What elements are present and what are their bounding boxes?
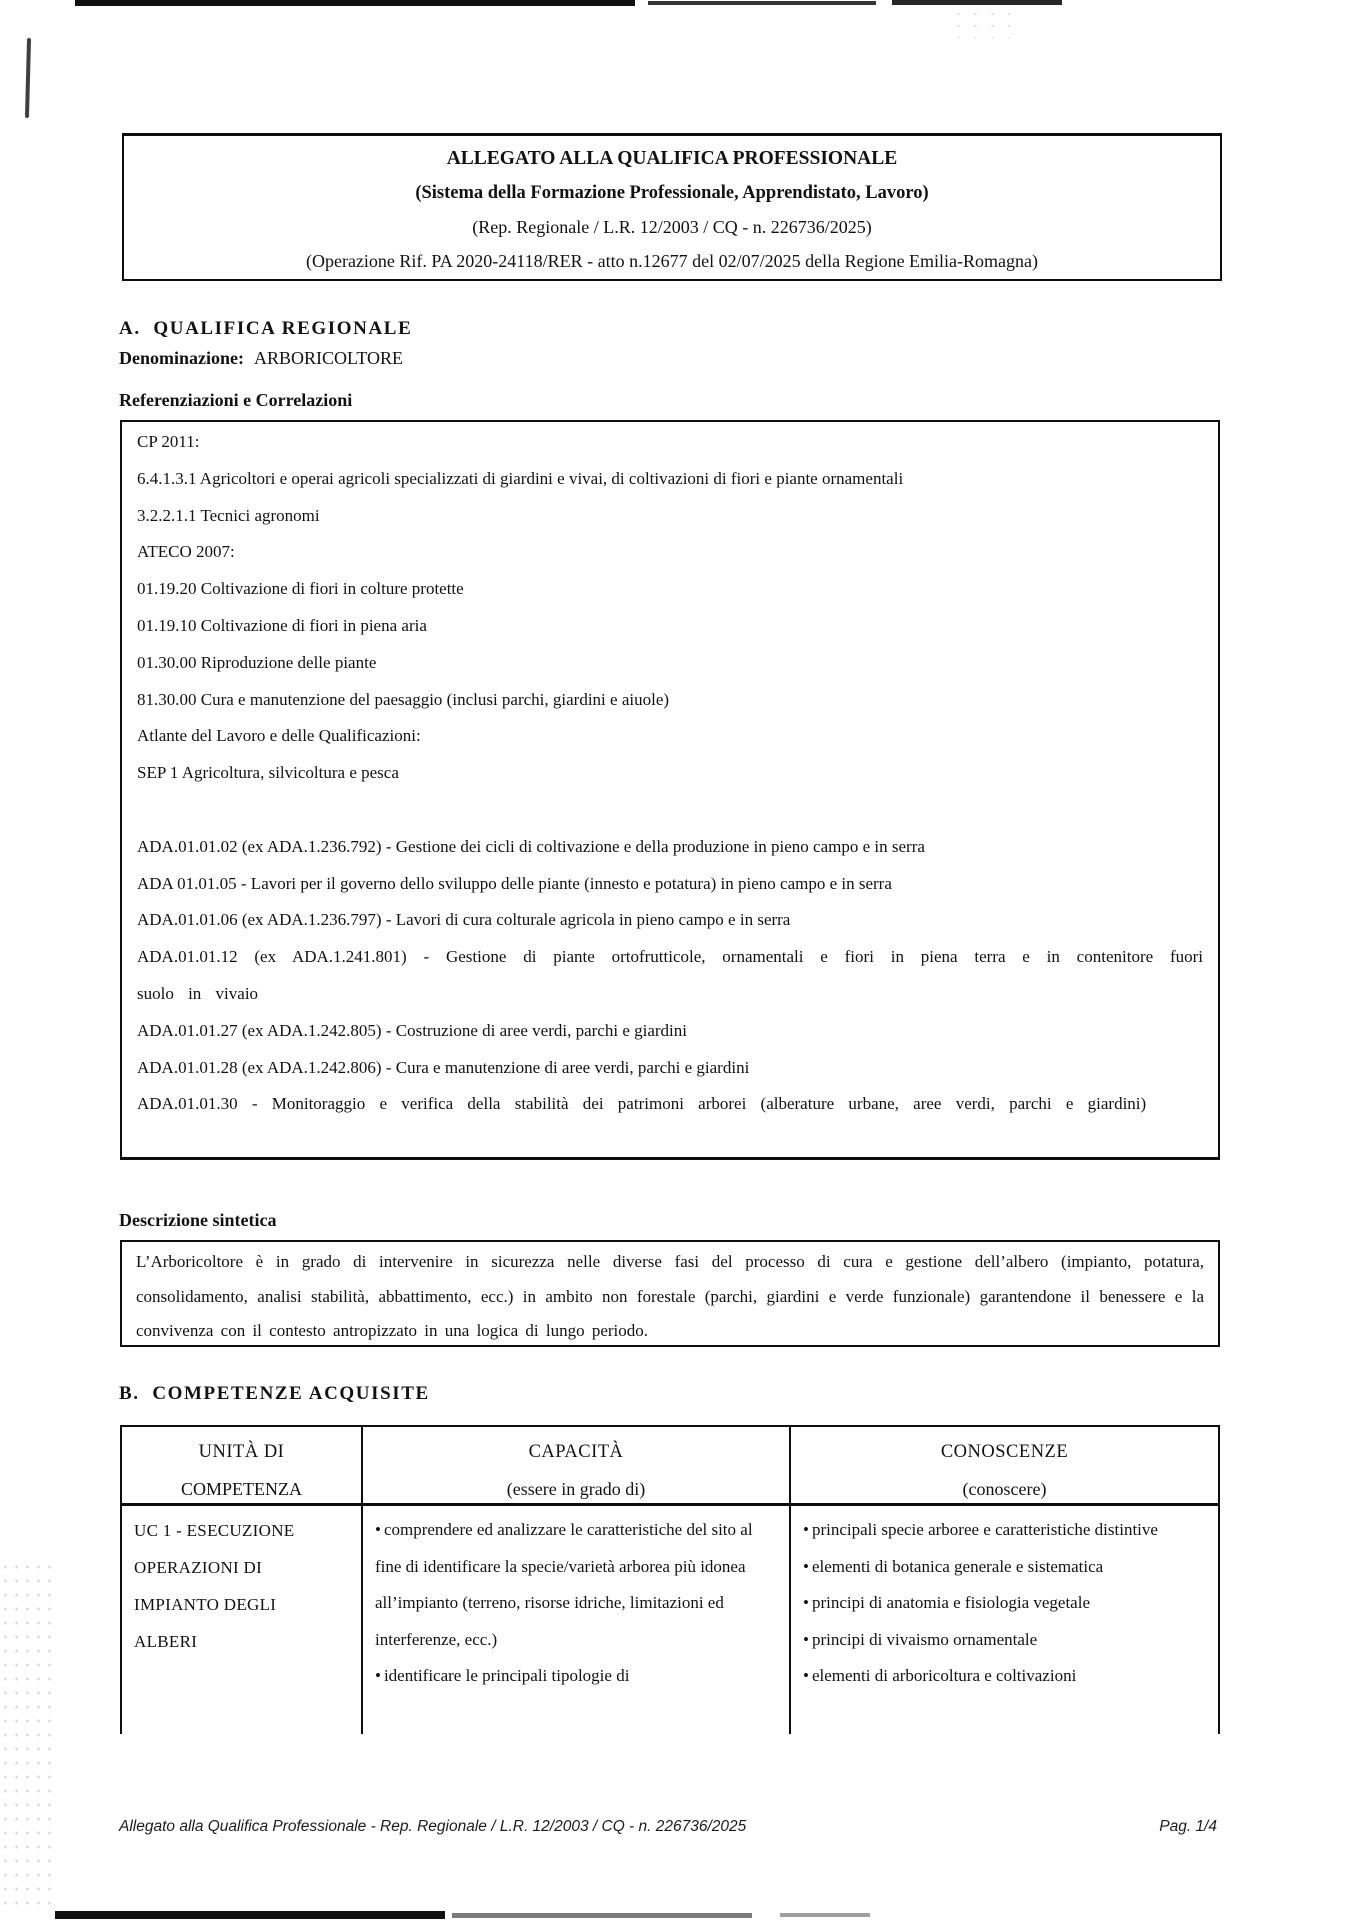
document-title-box <box>122 133 1222 281</box>
descrizione-box <box>120 1240 1220 1347</box>
table-row <box>122 1506 1218 1734</box>
reference-line: 81.30.00 Cura e manutenzione del paesaggio (inclusi parchi, giardini e aiuole) <box>137 689 670 709</box>
section-b-heading: B. COMPETENZE ACQUISITE <box>119 1383 430 1404</box>
scan-artifact-speckles <box>950 8 1010 38</box>
descrizione-heading: Descrizione sintetica <box>119 1210 277 1230</box>
reference-line: Atlante del Lavoro e delle Qualificazioni: <box>137 726 421 746</box>
referenziazioni-box <box>120 420 1220 1160</box>
column-subtitle: COMPETENZA <box>181 1479 302 1499</box>
scan-artifact-top-line <box>892 0 1062 5</box>
scan-artifact-top-line <box>75 0 635 6</box>
conoscenze-item: • principali specie arboree e caratteristiche distintive <box>803 1512 1206 1549</box>
denominazione-value: ARBORICOLTORE <box>254 348 404 368</box>
table-header-row <box>122 1427 1218 1506</box>
reference-line: SEP 1 Agricoltura, silvicoltura e pesca <box>137 763 399 783</box>
column-title: CONOSCENZE <box>940 1442 1069 1462</box>
reference-line: ADA 01.01.05 - Lavori per il governo dello sviluppo delle piante (innesto e potatura) in pieno campo e in serra <box>137 873 892 893</box>
descrizione-text: L’Arboricoltore è in grado di intervenire in sicurezza nelle diverse fasi del processo di cura e gestione dell’albero (impianto, potatura, consolidamento, analisi stabilità, abbattimento, ecc.) in ambito non forestale (parchi, giardini e verde funzionale) garantendone il benessere e la convivenza con il contesto antropizzato in una logica di lungo periodo. <box>136 1252 1204 1340</box>
unita-line: OPERAZIONI DI <box>134 1558 263 1577</box>
scan-artifact-bottom-bar <box>452 1913 752 1918</box>
capacita-item: • identificare le principali tipologie di <box>375 1658 777 1695</box>
reference-line: ADA.01.01.12 (ex ADA.1.241.801) - Gestione di piante ortofrutticole, ornamentali e fiori in piena terra e in contenitore fuori suolo in vivaio <box>137 947 1203 1003</box>
document-title: ALLEGATO ALLA QUALIFICA PROFESSIONALE <box>446 148 898 169</box>
unita-line: IMPIANTO DEGLI <box>134 1595 277 1614</box>
conoscenze-item: • principi di anatomia e fisiologia vegetale <box>803 1585 1206 1622</box>
column-subtitle: (essere in grado di) <box>506 1479 646 1499</box>
unita-line: UC 1 - ESECUZIONE <box>134 1521 295 1540</box>
reference-line: ADA.01.01.30 - Monitoraggio e verifica della stabilità dei patrimoni arborei (alberature urbane, aree verdi, parchi e giardini) <box>137 1094 1147 1114</box>
reference-line: ADA.01.01.02 (ex ADA.1.236.792) - Gestione dei cicli di coltivazione e della produzione in pieno campo e in serra <box>137 836 925 856</box>
capacita-item: • comprendere ed analizzare le caratteristiche del sito al fine di identificare la specie/varietà arborea più idonea all’impianto (terreno, risorse idriche, limitazioni ed interferenze, ecc.) <box>375 1512 777 1658</box>
reference-line: 01.19.20 Coltivazione di fiori in colture protette <box>137 579 464 599</box>
document-subtitle: (Sistema della Formazione Professionale, Apprendistato, Lavoro) <box>415 183 929 203</box>
reference-line: CP 2011: <box>137 432 200 451</box>
referenziazioni-heading: Referenziazioni e Correlazioni <box>119 390 353 410</box>
column-subtitle: (conoscere) <box>962 1479 1047 1499</box>
column-header-unita <box>122 1427 363 1503</box>
conoscenze-item: • principi di vivaismo ornamentale <box>803 1622 1206 1659</box>
reference-line: ADA.01.01.28 (ex ADA.1.242.806) - Cura e manutenzione di aree verdi, parchi e giardini <box>137 1057 750 1077</box>
reference-line: 01.30.00 Riproduzione delle piante <box>137 652 377 672</box>
cell-capacita <box>363 1506 791 1734</box>
operazione-reference: (Operazione Rif. PA 2020-24118/RER - atto n.12677 del 02/07/2025 della Regione Emilia-Romagna) <box>305 251 1039 271</box>
scan-artifact-speckles <box>0 1560 58 1912</box>
footer-reference: Allegato alla Qualifica Professionale - Rep. Regionale / L.R. 12/2003 / CQ - n. 226736/2025 <box>119 1818 747 1835</box>
scan-artifact-top-line <box>648 1 876 5</box>
scan-artifact-bottom-bar <box>780 1913 870 1917</box>
column-title: UNITÀ DI <box>198 1442 285 1462</box>
cell-unita-competenza <box>122 1506 363 1734</box>
section-a-heading: A. QUALIFICA REGIONALE <box>119 318 413 339</box>
reference-line: 01.19.10 Coltivazione di fiori in piena aria <box>137 615 427 635</box>
column-title: CAPACITÀ <box>528 1442 624 1462</box>
denominazione-label: Denominazione: <box>119 348 244 368</box>
page-number: Pag. 1/4 <box>1159 1818 1217 1835</box>
column-header-capacita <box>363 1427 791 1503</box>
scan-artifact-left-mark <box>25 38 31 118</box>
competenze-table <box>120 1425 1220 1734</box>
reference-line: 6.4.1.3.1 Agricoltori e operai agricoli specializzati di giardini e vivai, di coltivazioni di fiori e piante ornamentali <box>137 468 904 488</box>
column-header-conoscenze <box>791 1427 1218 1503</box>
reference-line: ATECO 2007: <box>137 542 235 562</box>
scan-artifact-bottom-bar <box>55 1911 445 1919</box>
cell-conoscenze <box>791 1506 1218 1734</box>
reference-line: ADA.01.01.06 (ex ADA.1.236.797) - Lavori di cura colturale agricola in pieno campo e in serra <box>137 910 791 930</box>
conoscenze-item: • elementi di botanica generale e sistematica <box>803 1549 1206 1586</box>
page-footer <box>119 1818 1217 1836</box>
unita-line: ALBERI <box>134 1632 198 1651</box>
repertorio-reference: (Rep. Regionale / L.R. 12/2003 / CQ - n. 226736/2025) <box>472 217 872 237</box>
reference-line: ADA.01.01.27 (ex ADA.1.242.805) - Costruzione di aree verdi, parchi e giardini <box>137 1020 688 1040</box>
reference-line: 3.2.2.1.1 Tecnici agronomi <box>137 505 320 525</box>
reference-line <box>137 792 1203 829</box>
denominazione-line <box>119 348 403 369</box>
conoscenze-item: • elementi di arboricoltura e coltivazioni <box>803 1658 1206 1695</box>
